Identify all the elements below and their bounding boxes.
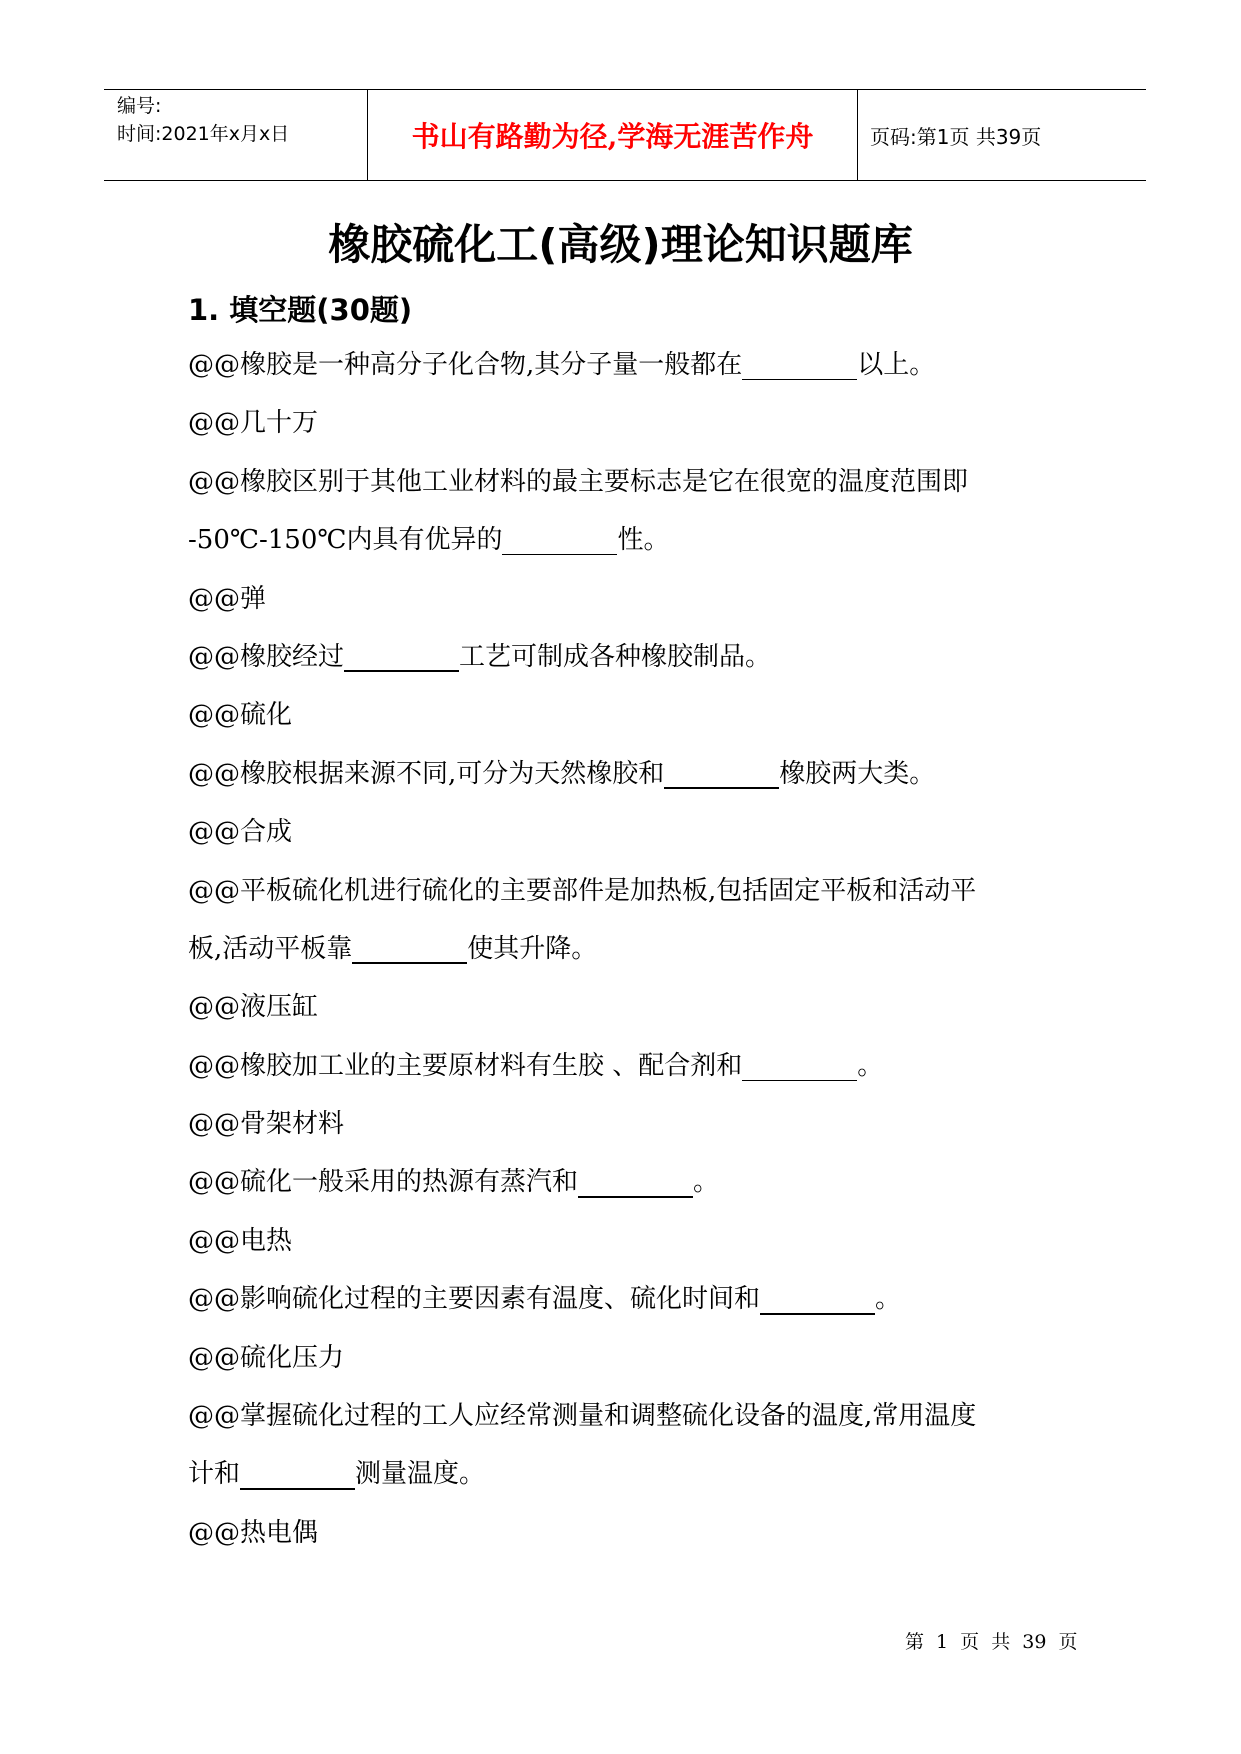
question-line: @@橡胶经过 工艺可制成各种橡胶制品。 [188, 641, 772, 672]
page-footer: 第 1 页 共 39 页 [905, 1631, 1078, 1653]
question-line: -50℃-150℃内具有优异的 性。 [188, 525, 670, 556]
question-line: @@橡胶根据来源不同,可分为天然橡胶和 橡胶两大类。 [188, 758, 936, 789]
question-list [188, 336, 1068, 1562]
question-line: @@平板硫化机进行硫化的主要部件是加热板,包括固定平板和活动平 [188, 875, 977, 906]
answer-blank [760, 1285, 875, 1314]
answer-blank [502, 527, 617, 555]
answer-line: @@电热 [188, 1225, 293, 1256]
answer-blank [742, 352, 857, 380]
answer-blank [344, 643, 459, 672]
question-line: @@硫化一般采用的热源有蒸汽和 。 [188, 1167, 720, 1198]
answer-line: @@合成 [188, 817, 293, 848]
question-line: @@橡胶是一种高分子化合物,其分子量一般都在 以上。 [188, 350, 936, 380]
answer-line: @@热电偶 [188, 1517, 319, 1548]
question-line: 计和 测量温度。 [188, 1459, 486, 1490]
answer-line: @@骨架材料 [188, 1109, 345, 1140]
header-page-info: 页码:第1页 共39页 [870, 124, 1042, 149]
answer-line: @@硫化 [188, 700, 293, 731]
time-label: 时间:2021年x月x日 [117, 123, 290, 145]
answer-blank [664, 760, 779, 789]
question-line: @@影响硫化过程的主要因素有温度、硫化时间和 。 [188, 1284, 902, 1315]
answer-line: @@硫化压力 [188, 1342, 345, 1373]
question-line: @@橡胶区别于其他工业材料的最主要标志是它在很宽的温度范围即 [188, 466, 969, 497]
answer-blank [352, 935, 467, 964]
document-title: 橡胶硫化工(高级)理论知识题库 [328, 220, 913, 269]
document-header [104, 89, 1146, 181]
section-heading: 1. 填空题(30题) [188, 293, 413, 327]
answer-line: @@几十万 [188, 408, 319, 439]
answer-blank [240, 1460, 355, 1489]
question-line: @@橡胶加工业的主要原材料有生胶 、配合剂和 。 [188, 1050, 884, 1081]
question-line: @@掌握硫化过程的工人应经常测量和调整硫化设备的温度,常用温度 [188, 1401, 977, 1432]
answer-blank [742, 1053, 857, 1081]
header-meta [104, 90, 368, 180]
answer-line: @@弹 [188, 583, 267, 614]
answer-blank [578, 1168, 693, 1197]
header-motto: 书山有路勤为径,学海无涯苦作舟 [368, 90, 858, 180]
answer-line: @@液压缸 [188, 992, 319, 1023]
number-label: 编号: [117, 95, 162, 117]
question-line: 板,活动平板靠 使其升降。 [188, 933, 598, 964]
